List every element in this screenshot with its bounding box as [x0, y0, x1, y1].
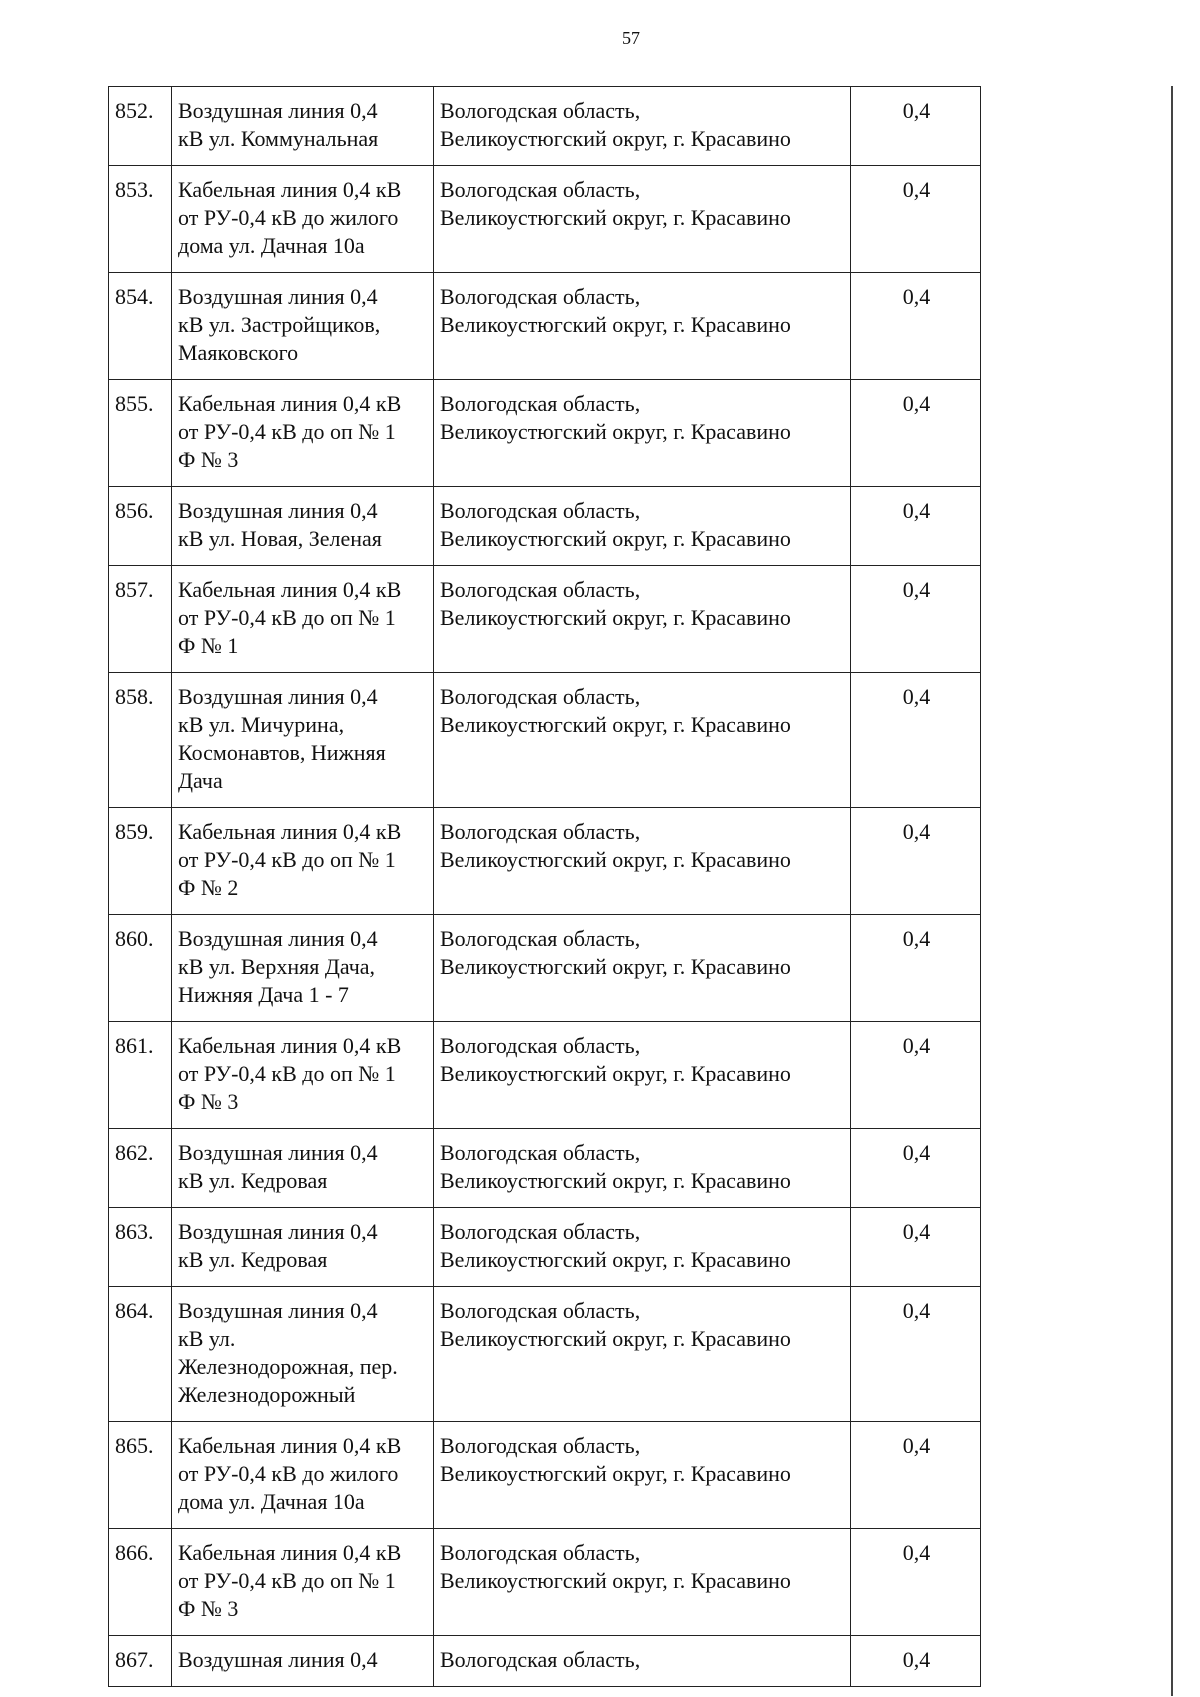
object-name-line: кВ ул. Новая, Зеленая — [178, 526, 382, 551]
object-address-line: Вологодская область, — [440, 1433, 641, 1458]
object-name-line: от РУ-0,4 кВ до жилого — [178, 205, 399, 230]
object-address-line: Вологодская область, — [440, 177, 641, 202]
row-number: 853. — [109, 166, 172, 273]
object-address-line: Вологодская область, — [440, 684, 641, 709]
voltage-value: 0,4 — [851, 1129, 981, 1208]
object-address-line: Вологодская область, — [440, 1033, 641, 1058]
table-row — [109, 1287, 981, 1422]
table-row — [109, 380, 981, 487]
page-number: 57 — [622, 28, 640, 48]
object-address-line: Великоустюгский округ, г. Красавино — [440, 419, 791, 444]
object-name-line: Дача — [178, 768, 223, 793]
object-name-line: от РУ-0,4 кВ до оп № 1 — [178, 847, 396, 872]
object-name — [172, 380, 434, 487]
object-address-line: Великоустюгский округ, г. Красавино — [440, 1568, 791, 1593]
table-body — [109, 87, 981, 1687]
object-address — [434, 1208, 851, 1287]
object-address-line: Вологодская область, — [440, 926, 641, 951]
object-name — [172, 1529, 434, 1636]
object-name-line: Воздушная линия 0,4 — [178, 1647, 378, 1672]
object-name-line: от РУ-0,4 кВ до оп № 1 — [178, 1061, 396, 1086]
object-name-line: кВ ул. Застройщиков, — [178, 312, 381, 337]
page-edge-rule — [1171, 86, 1173, 1696]
object-address-line: Великоустюгский округ, г. Красавино — [440, 954, 791, 979]
voltage-value: 0,4 — [851, 1422, 981, 1529]
object-address-line: Великоустюгский округ, г. Красавино — [440, 1247, 791, 1272]
row-number: 855. — [109, 380, 172, 487]
object-name-line: Маяковского — [178, 340, 299, 365]
object-name — [172, 566, 434, 673]
voltage-value: 0,4 — [851, 1636, 981, 1687]
voltage-value: 0,4 — [851, 487, 981, 566]
object-address-line: Вологодская область, — [440, 1540, 641, 1565]
object-name-line: Кабельная линия 0,4 кВ — [178, 1433, 402, 1458]
table-row — [109, 1208, 981, 1287]
table-row — [109, 1129, 981, 1208]
object-address — [434, 87, 851, 166]
row-number: 864. — [109, 1287, 172, 1422]
object-name-line: дома ул. Дачная 10а — [178, 1489, 365, 1514]
object-name — [172, 1422, 434, 1529]
object-address-line: Вологодская область, — [440, 284, 641, 309]
object-address — [434, 915, 851, 1022]
table-row — [109, 566, 981, 673]
object-name-line: Кабельная линия 0,4 кВ — [178, 177, 402, 202]
object-address-line: Великоустюгский округ, г. Красавино — [440, 1326, 791, 1351]
object-name — [172, 1287, 434, 1422]
object-address — [434, 166, 851, 273]
object-name — [172, 915, 434, 1022]
object-name-line: Воздушная линия 0,4 — [178, 684, 378, 709]
object-name-line: Железнодорожная, пер. — [178, 1354, 398, 1379]
object-address — [434, 1529, 851, 1636]
object-address-line: Вологодская область, — [440, 1647, 641, 1672]
row-number: 859. — [109, 808, 172, 915]
object-name-line: Воздушная линия 0,4 — [178, 98, 378, 123]
table-row — [109, 166, 981, 273]
object-name-line: Воздушная линия 0,4 — [178, 926, 378, 951]
object-name-line: Ф № 2 — [178, 875, 239, 900]
row-number: 863. — [109, 1208, 172, 1287]
object-name — [172, 1208, 434, 1287]
object-name-line: Кабельная линия 0,4 кВ — [178, 391, 402, 416]
row-number: 867. — [109, 1636, 172, 1687]
voltage-value: 0,4 — [851, 273, 981, 380]
object-name — [172, 87, 434, 166]
object-address-line: Вологодская область, — [440, 98, 641, 123]
object-name-line: дома ул. Дачная 10а — [178, 233, 365, 258]
object-name-line: Ф № 3 — [178, 1089, 239, 1114]
table-row — [109, 1022, 981, 1129]
object-address — [434, 673, 851, 808]
object-name-line: Нижняя Дача 1 - 7 — [178, 982, 349, 1007]
object-address — [434, 487, 851, 566]
voltage-value: 0,4 — [851, 87, 981, 166]
object-name — [172, 808, 434, 915]
table-row — [109, 1529, 981, 1636]
object-name-line: от РУ-0,4 кВ до жилого — [178, 1461, 399, 1486]
table-row — [109, 808, 981, 915]
object-address-line: Великоустюгский округ, г. Красавино — [440, 205, 791, 230]
object-name-line: Воздушная линия 0,4 — [178, 1140, 378, 1165]
object-address-line: Вологодская область, — [440, 1219, 641, 1244]
object-address-line: Вологодская область, — [440, 819, 641, 844]
object-address-line: Великоустюгский округ, г. Красавино — [440, 1061, 791, 1086]
table-row — [109, 487, 981, 566]
table-row — [109, 915, 981, 1022]
row-number: 852. — [109, 87, 172, 166]
object-name-line: от РУ-0,4 кВ до оп № 1 — [178, 419, 396, 444]
object-name-line: от РУ-0,4 кВ до оп № 1 — [178, 1568, 396, 1593]
object-address-line: Великоустюгский округ, г. Красавино — [440, 1461, 791, 1486]
object-name-line: Воздушная линия 0,4 — [178, 498, 378, 523]
object-name-line: Железнодорожный — [178, 1382, 356, 1407]
object-name-line: Воздушная линия 0,4 — [178, 1298, 378, 1323]
object-name-line: Ф № 1 — [178, 633, 239, 658]
object-address-line: Вологодская область, — [440, 391, 641, 416]
voltage-value: 0,4 — [851, 673, 981, 808]
object-address-line: Вологодская область, — [440, 498, 641, 523]
object-name-line: кВ ул. Верхняя Дача, — [178, 954, 376, 979]
object-name — [172, 273, 434, 380]
voltage-value: 0,4 — [851, 566, 981, 673]
object-name — [172, 1129, 434, 1208]
object-address — [434, 566, 851, 673]
object-address — [434, 1022, 851, 1129]
object-address — [434, 1287, 851, 1422]
object-address — [434, 273, 851, 380]
row-number: 857. — [109, 566, 172, 673]
voltage-value: 0,4 — [851, 1529, 981, 1636]
table-row — [109, 273, 981, 380]
row-number: 860. — [109, 915, 172, 1022]
row-number: 856. — [109, 487, 172, 566]
object-name-line: Кабельная линия 0,4 кВ — [178, 819, 402, 844]
object-address-line: Великоустюгский округ, г. Красавино — [440, 126, 791, 151]
power-lines-table — [108, 86, 981, 1687]
row-number: 858. — [109, 673, 172, 808]
object-address — [434, 1422, 851, 1529]
object-name-line: кВ ул. — [178, 1326, 236, 1351]
object-name-line: Кабельная линия 0,4 кВ — [178, 1033, 402, 1058]
object-address-line: Великоустюгский округ, г. Красавино — [440, 526, 791, 551]
object-address-line: Великоустюгский округ, г. Красавино — [440, 1168, 791, 1193]
object-name-line: кВ ул. Кедровая — [178, 1247, 328, 1272]
object-name-line: Ф № 3 — [178, 447, 239, 472]
object-address-line: Великоустюгский округ, г. Красавино — [440, 847, 791, 872]
object-name — [172, 487, 434, 566]
object-name-line: Кабельная линия 0,4 кВ — [178, 577, 402, 602]
object-address-line: Вологодская область, — [440, 1298, 641, 1323]
object-address — [434, 380, 851, 487]
object-address-line: Вологодская область, — [440, 1140, 641, 1165]
object-name-line: кВ ул. Мичурина, — [178, 712, 345, 737]
object-name-line: кВ ул. Кедровая — [178, 1168, 328, 1193]
object-name-line: Воздушная линия 0,4 — [178, 284, 378, 309]
row-number: 866. — [109, 1529, 172, 1636]
object-name — [172, 1022, 434, 1129]
row-number: 862. — [109, 1129, 172, 1208]
row-number: 861. — [109, 1022, 172, 1129]
object-address-line: Великоустюгский округ, г. Красавино — [440, 605, 791, 630]
object-address — [434, 1636, 851, 1687]
voltage-value: 0,4 — [851, 808, 981, 915]
voltage-value: 0,4 — [851, 915, 981, 1022]
table-row — [109, 1636, 981, 1687]
object-name-line: от РУ-0,4 кВ до оп № 1 — [178, 605, 396, 630]
voltage-value: 0,4 — [851, 1287, 981, 1422]
object-address-line: Вологодская область, — [440, 577, 641, 602]
row-number: 865. — [109, 1422, 172, 1529]
row-number: 854. — [109, 273, 172, 380]
voltage-value: 0,4 — [851, 1022, 981, 1129]
voltage-value: 0,4 — [851, 166, 981, 273]
object-name-line: кВ ул. Коммунальная — [178, 126, 379, 151]
object-address — [434, 1129, 851, 1208]
object-name-line: Кабельная линия 0,4 кВ — [178, 1540, 402, 1565]
table-row — [109, 87, 981, 166]
object-name-line: Воздушная линия 0,4 — [178, 1219, 378, 1244]
table-row — [109, 1422, 981, 1529]
object-address-line: Великоустюгский округ, г. Красавино — [440, 712, 791, 737]
object-name — [172, 673, 434, 808]
object-name-line: Ф № 3 — [178, 1596, 239, 1621]
object-name — [172, 166, 434, 273]
object-name-line: Космонавтов, Нижняя — [178, 740, 386, 765]
voltage-value: 0,4 — [851, 1208, 981, 1287]
object-address — [434, 808, 851, 915]
object-name — [172, 1636, 434, 1687]
voltage-value: 0,4 — [851, 380, 981, 487]
object-address-line: Великоустюгский округ, г. Красавино — [440, 312, 791, 337]
table-row — [109, 673, 981, 808]
